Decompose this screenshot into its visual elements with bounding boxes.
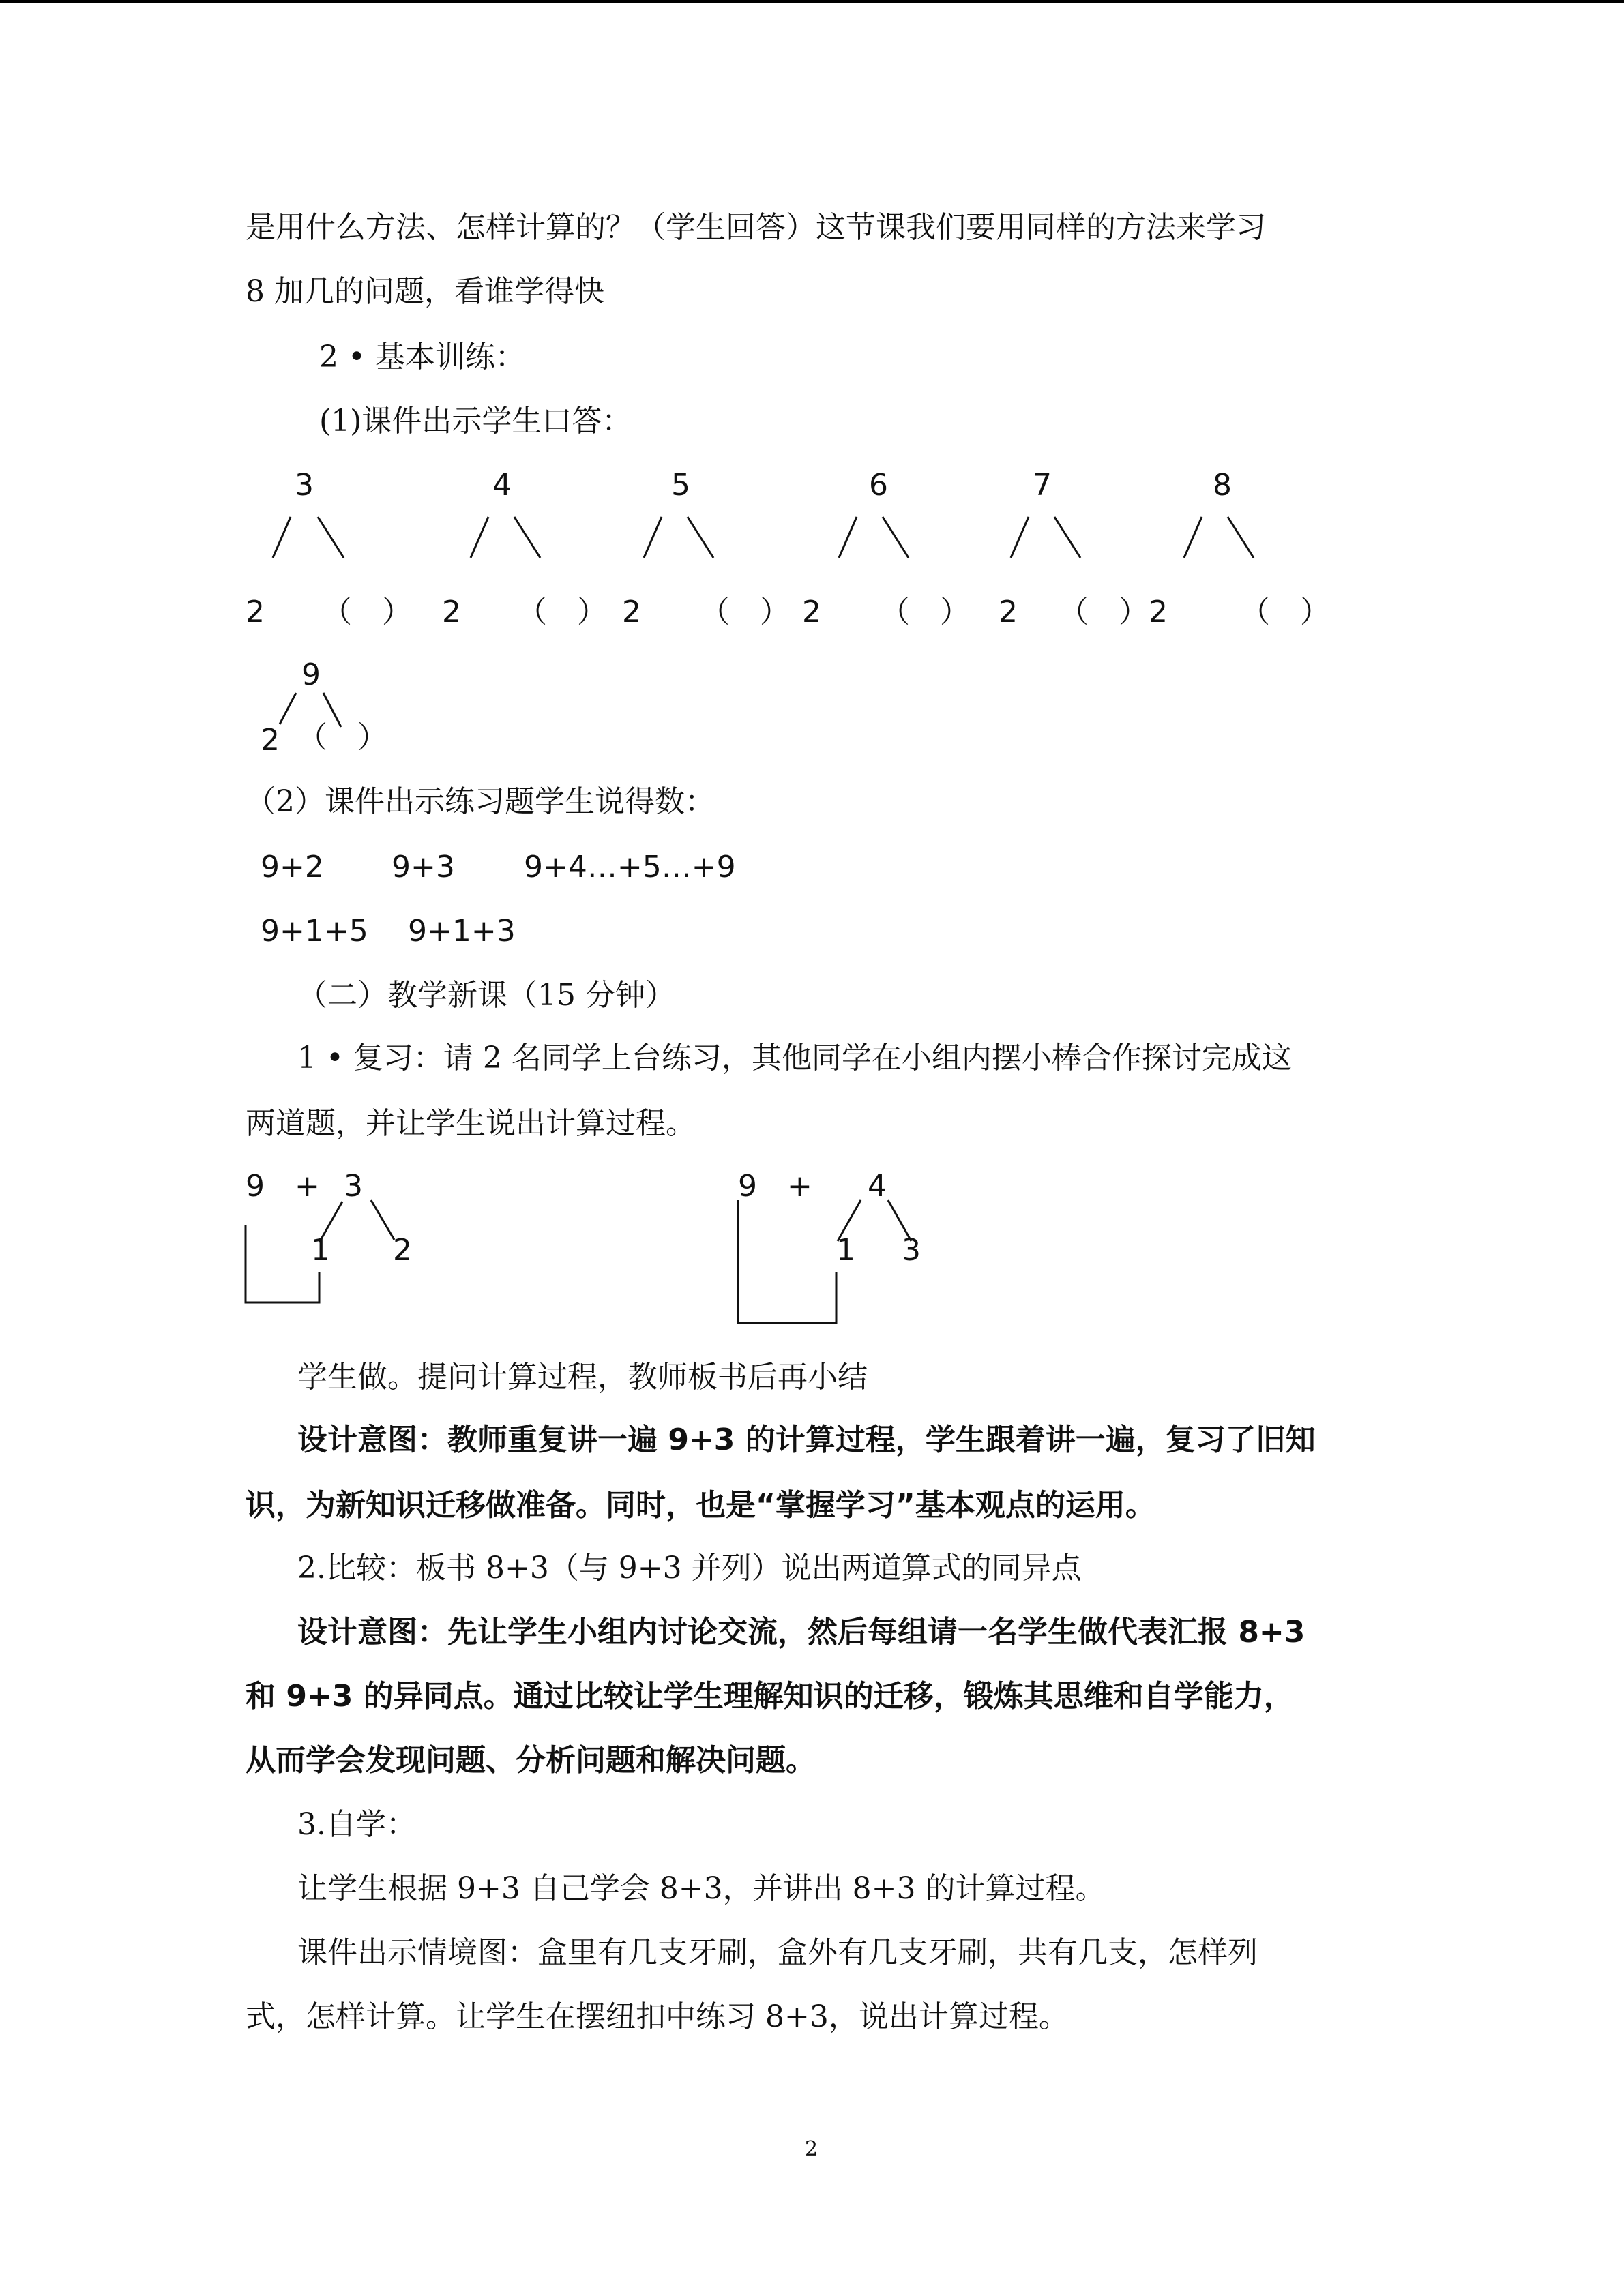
tree-branch bbox=[1228, 517, 1254, 558]
tree-top-number: 9 bbox=[301, 657, 321, 692]
tree-branch bbox=[644, 517, 662, 558]
diagram-branch bbox=[319, 1202, 342, 1242]
tree-right-blank: （ ） bbox=[1059, 595, 1149, 629]
tree-branch bbox=[280, 693, 296, 724]
tree-branch bbox=[688, 517, 713, 558]
text-line: 让学生根据 9+3 自己学会 8+3，并讲出 8+3 的计算过程。 bbox=[297, 1871, 1106, 1906]
diagram-operator: + bbox=[295, 1169, 320, 1204]
tree-left-number: 2 bbox=[442, 595, 461, 629]
text-line-bold: 和 9+3 的异同点。通过比较让学生理解知识的迁移，锻炼其思维和自学能力， bbox=[246, 1679, 1294, 1714]
text-line: 式，怎样计算。让学生在摆纽扣中练习 8+3，说出计算过程。 bbox=[246, 1999, 1069, 2034]
tree-left-number: 2 bbox=[802, 595, 821, 629]
tree-top-number: 5 bbox=[671, 468, 690, 503]
text-line: 课件出示情境图：盒里有几支牙刷，盒外有几支牙刷，共有几支，怎样列 bbox=[297, 1935, 1258, 1970]
diagram-addend: 3 bbox=[344, 1169, 363, 1204]
tree-top-number: 6 bbox=[869, 468, 888, 503]
tree-left-number: 2 bbox=[622, 595, 641, 629]
diagram-addend: 9 bbox=[738, 1169, 757, 1204]
tree-branch bbox=[514, 517, 540, 558]
text-line-bold: 从而学会发现问题、分析问题和解决问题。 bbox=[246, 1743, 816, 1778]
tree-right-blank: （ ） bbox=[700, 595, 790, 629]
tree-right-blank: （ ） bbox=[517, 595, 607, 629]
text-line: 8 加几的问题，看谁学得快 bbox=[246, 274, 604, 309]
tree-branch bbox=[471, 517, 488, 558]
tree-left-number: 2 bbox=[1149, 595, 1168, 629]
tree-top-number: 7 bbox=[1033, 468, 1052, 503]
text-line: (1)课件出示学生口答： bbox=[319, 404, 632, 438]
tree-top-number: 3 bbox=[295, 468, 314, 503]
text-line: 2.比较：板书 8+3（与 9+3 并列）说出两道算式的同异点 bbox=[297, 1551, 1082, 1585]
diagram-split: 1 bbox=[836, 1233, 855, 1268]
tree-left-number: 2 bbox=[261, 723, 280, 758]
text-line-bold: 设计意图：教师重复讲一遍 9+3 的计算过程，学生跟着讲一遍，复习了旧知 bbox=[297, 1422, 1316, 1457]
tree-right-blank: （ ） bbox=[322, 595, 412, 629]
text-line-bold: 识，为新知识迁移做准备。同时，也是“掌握学习”基本观点的运用。 bbox=[246, 1488, 1155, 1523]
exercise-expression: 9+2 bbox=[261, 850, 324, 884]
tree-branch bbox=[273, 517, 291, 558]
diagram-addend: 9 bbox=[246, 1169, 265, 1204]
text-line: 3.自学： bbox=[297, 1807, 416, 1842]
tree-branch bbox=[318, 517, 344, 558]
text-line: 两道题，并让学生说出计算过程。 bbox=[246, 1106, 696, 1141]
tree-branch bbox=[323, 693, 341, 727]
tree-left-number: 2 bbox=[999, 595, 1018, 629]
text-line: 是用什么方法、怎样计算的？（学生回答）这节课我们要用同样的方法来学习 bbox=[246, 210, 1266, 245]
tree-branch bbox=[1184, 517, 1202, 558]
text-line: 2 • 基本训练： bbox=[319, 340, 525, 374]
diagram-split: 2 bbox=[393, 1233, 412, 1268]
exercise-expression: 9+1+5 bbox=[261, 914, 368, 949]
tree-top-number: 4 bbox=[492, 468, 512, 503]
text-line-bold: 设计意图：先让学生小组内讨论交流，然后每组请一名学生做代表汇报 8+3 bbox=[297, 1615, 1305, 1650]
tree-right-blank: （ ） bbox=[1240, 595, 1330, 629]
diagram-branch bbox=[838, 1200, 861, 1241]
diagram-bracket bbox=[738, 1200, 836, 1323]
tree-left-number: 2 bbox=[246, 595, 265, 629]
tree-right-blank: （ ） bbox=[297, 720, 387, 755]
tree-branch bbox=[883, 517, 909, 558]
diagram-branch bbox=[888, 1200, 911, 1241]
page-number: 2 bbox=[805, 2137, 818, 2161]
tree-right-blank: （ ） bbox=[880, 595, 970, 629]
tree-branch bbox=[1054, 517, 1080, 558]
tree-branch bbox=[839, 517, 857, 558]
exercise-expression: 9+3 bbox=[392, 850, 455, 884]
section-heading: （二）教学新课（15 分钟） bbox=[297, 978, 675, 1013]
diagram-addend: 4 bbox=[868, 1169, 887, 1204]
diagram-split: 3 bbox=[902, 1233, 921, 1268]
diagram-operator: + bbox=[787, 1169, 812, 1204]
exercise-expression: 9+4…+5…+9 bbox=[524, 850, 736, 884]
tree-branch bbox=[1011, 517, 1029, 558]
diagram-split: 1 bbox=[311, 1233, 330, 1268]
tree-top-number: 8 bbox=[1213, 468, 1232, 503]
text-line: （2）课件出示练习题学生说得数： bbox=[246, 784, 715, 819]
diagram-bracket bbox=[246, 1225, 319, 1302]
diagram-branch bbox=[371, 1200, 394, 1240]
text-line: 学生做。提问计算过程，教师板书后再小结 bbox=[297, 1360, 868, 1395]
exercise-expression: 9+1+3 bbox=[408, 914, 516, 949]
text-line: 1 • 复习：请 2 名同学上台练习，其他同学在小组内摆小棒合作探讨完成这 bbox=[297, 1041, 1292, 1075]
